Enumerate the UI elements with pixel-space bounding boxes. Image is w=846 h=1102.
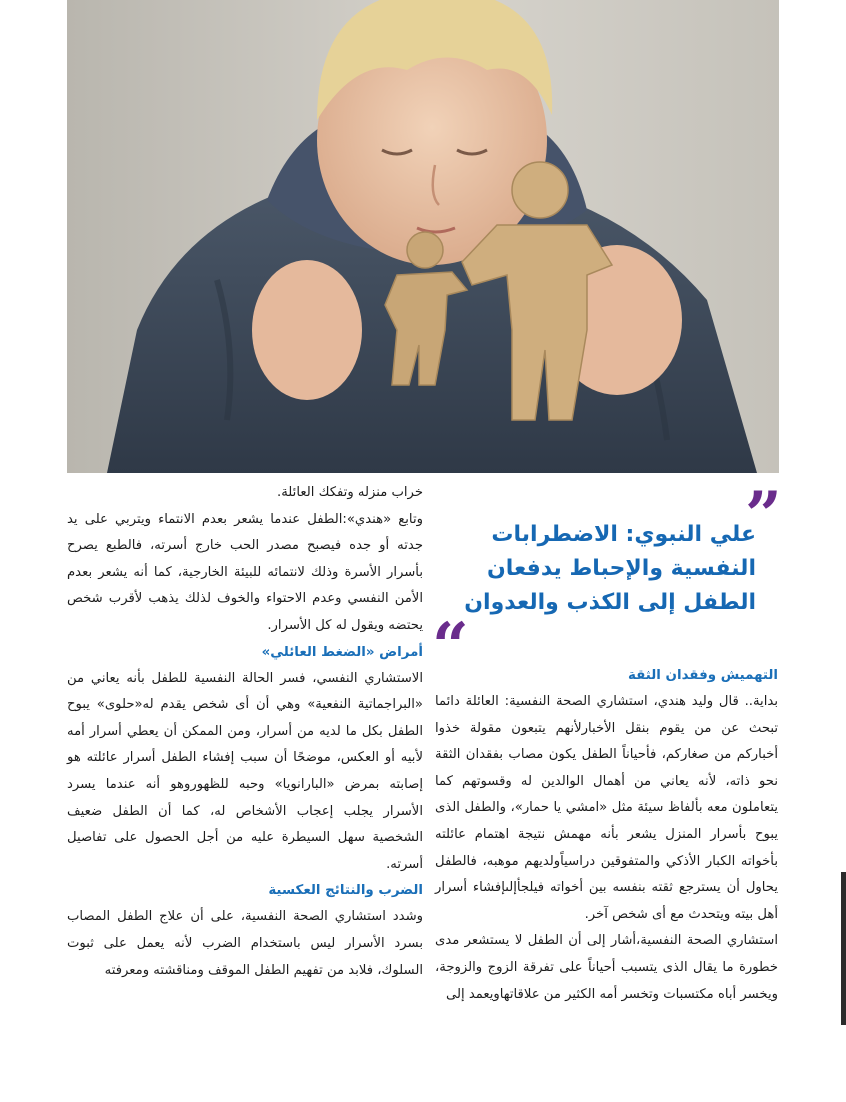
open-quote-icon: ” (745, 478, 782, 553)
article-paragraph: خراب منزله وتفكك العائلة. (277, 485, 423, 500)
page-edge-strip (841, 872, 846, 1025)
article-paragraph: بداية.. قال وليد هندي، استشاري الصحة النفسية: العائلة دائما تبحث عن من يقوم بنقل الأخبارلأنهم يتبعون مقولة خذوا أخباركم من صغاركم، فأحياناً الطفل يكون مصاب بفقدان الثقة نحو ذاته، لأنه يعاني من أهمال الوالدين له وقسوتهم كما يتعاملون معه بألفاظ سيئة مثل «امشي يا حمار»، والطفل الذى يبوح بأسرار المنزل يشعر بأنه مهمش نتيجة اهتمام عائلته بأخواته الكبار الأذكي والمتفوقين دراسياًولديهم موهبه، فالطفل يحاول أن يسترجع ثقته بنفسه بين أخواته فيلجأإلىإفشاء أسرار أهل بيته ويتحدث مع أى شخص آخر. (435, 694, 778, 922)
article-paragraph: الاستشاري النفسي، فسر الحالة النفسية للطفل بأنه يعاني من «البراجماتية النفعية» وهي أن أى شخص يقدم له«حلوى» يبوح الطفل بكل ما لديه من أسرار، ومن الممكن أن يعطي أسرار أمه لأبيه أو العكس، موضحًا أن سبب إفشاء الطفل أسرار عائلته هو إصابته بمرض «البارانويا» وحبه للظهوروهو أنه عندما يسرد الأسرار يجلب إعجاب الأشخاص له، كما أن الطفل ضعيف الشخصية سهل السيطرة عليه من أجل الحصول على تفاصيل أسرته. (67, 670, 423, 872)
pull-quote: علي النبوي: الاضطرابات النفسية والإحباط يدفعان الطفل إلى الكذب والعدوان (464, 522, 756, 615)
boy-paper-figures-image (67, 0, 779, 473)
section-heading: الضرب والنتائج العكسية (268, 883, 423, 899)
article-paragraph: وشدد استشاري الصحة النفسية، على أن علاج الطفل المصاب بسرد الأسرار ليس باستخدام الضرب لأنه يعمل على ثبوت السلوك، فلابد من تفهيم الطفل الموقف ومناقشته ومعرفته (67, 909, 423, 978)
article-column-right (435, 663, 778, 1008)
section-heading: أمراض «الضغط العائلي» (261, 644, 423, 660)
article-paragraph: وتابع «هندي»:الطفل عندما يشعر بعدم الانتماء ويتربي على يد جدته أو جده فيصبح مصدر الحب خارج أسرته، فالطبع يصرح بأسرار الأسرة وذلك لانتمائه للبيئة الخارجية، كما أنه يشعر بعدم الأمن النفسي وعدم الاحتواء والخوف لذلك يذهب لأقرب شخص يحتضه ويقول له كل الأسرار. (67, 511, 423, 633)
article-paragraph: استشاري الصحة النفسية،أشار إلى أن الطفل لا يستشعر مدى خطورة ما يقال الذى يتسبب أحياناً على تفرقة الزوج والزوجة، ويخسر أباه مكتسبات وتخسر أمه الكثير من علاقاتهاويعمد إلى (435, 933, 778, 1002)
article-column-left (67, 480, 423, 984)
section-heading: التهميش وفقدان الثقة (628, 668, 778, 683)
article-photo (67, 0, 779, 473)
close-quote-icon: “ (432, 609, 469, 684)
